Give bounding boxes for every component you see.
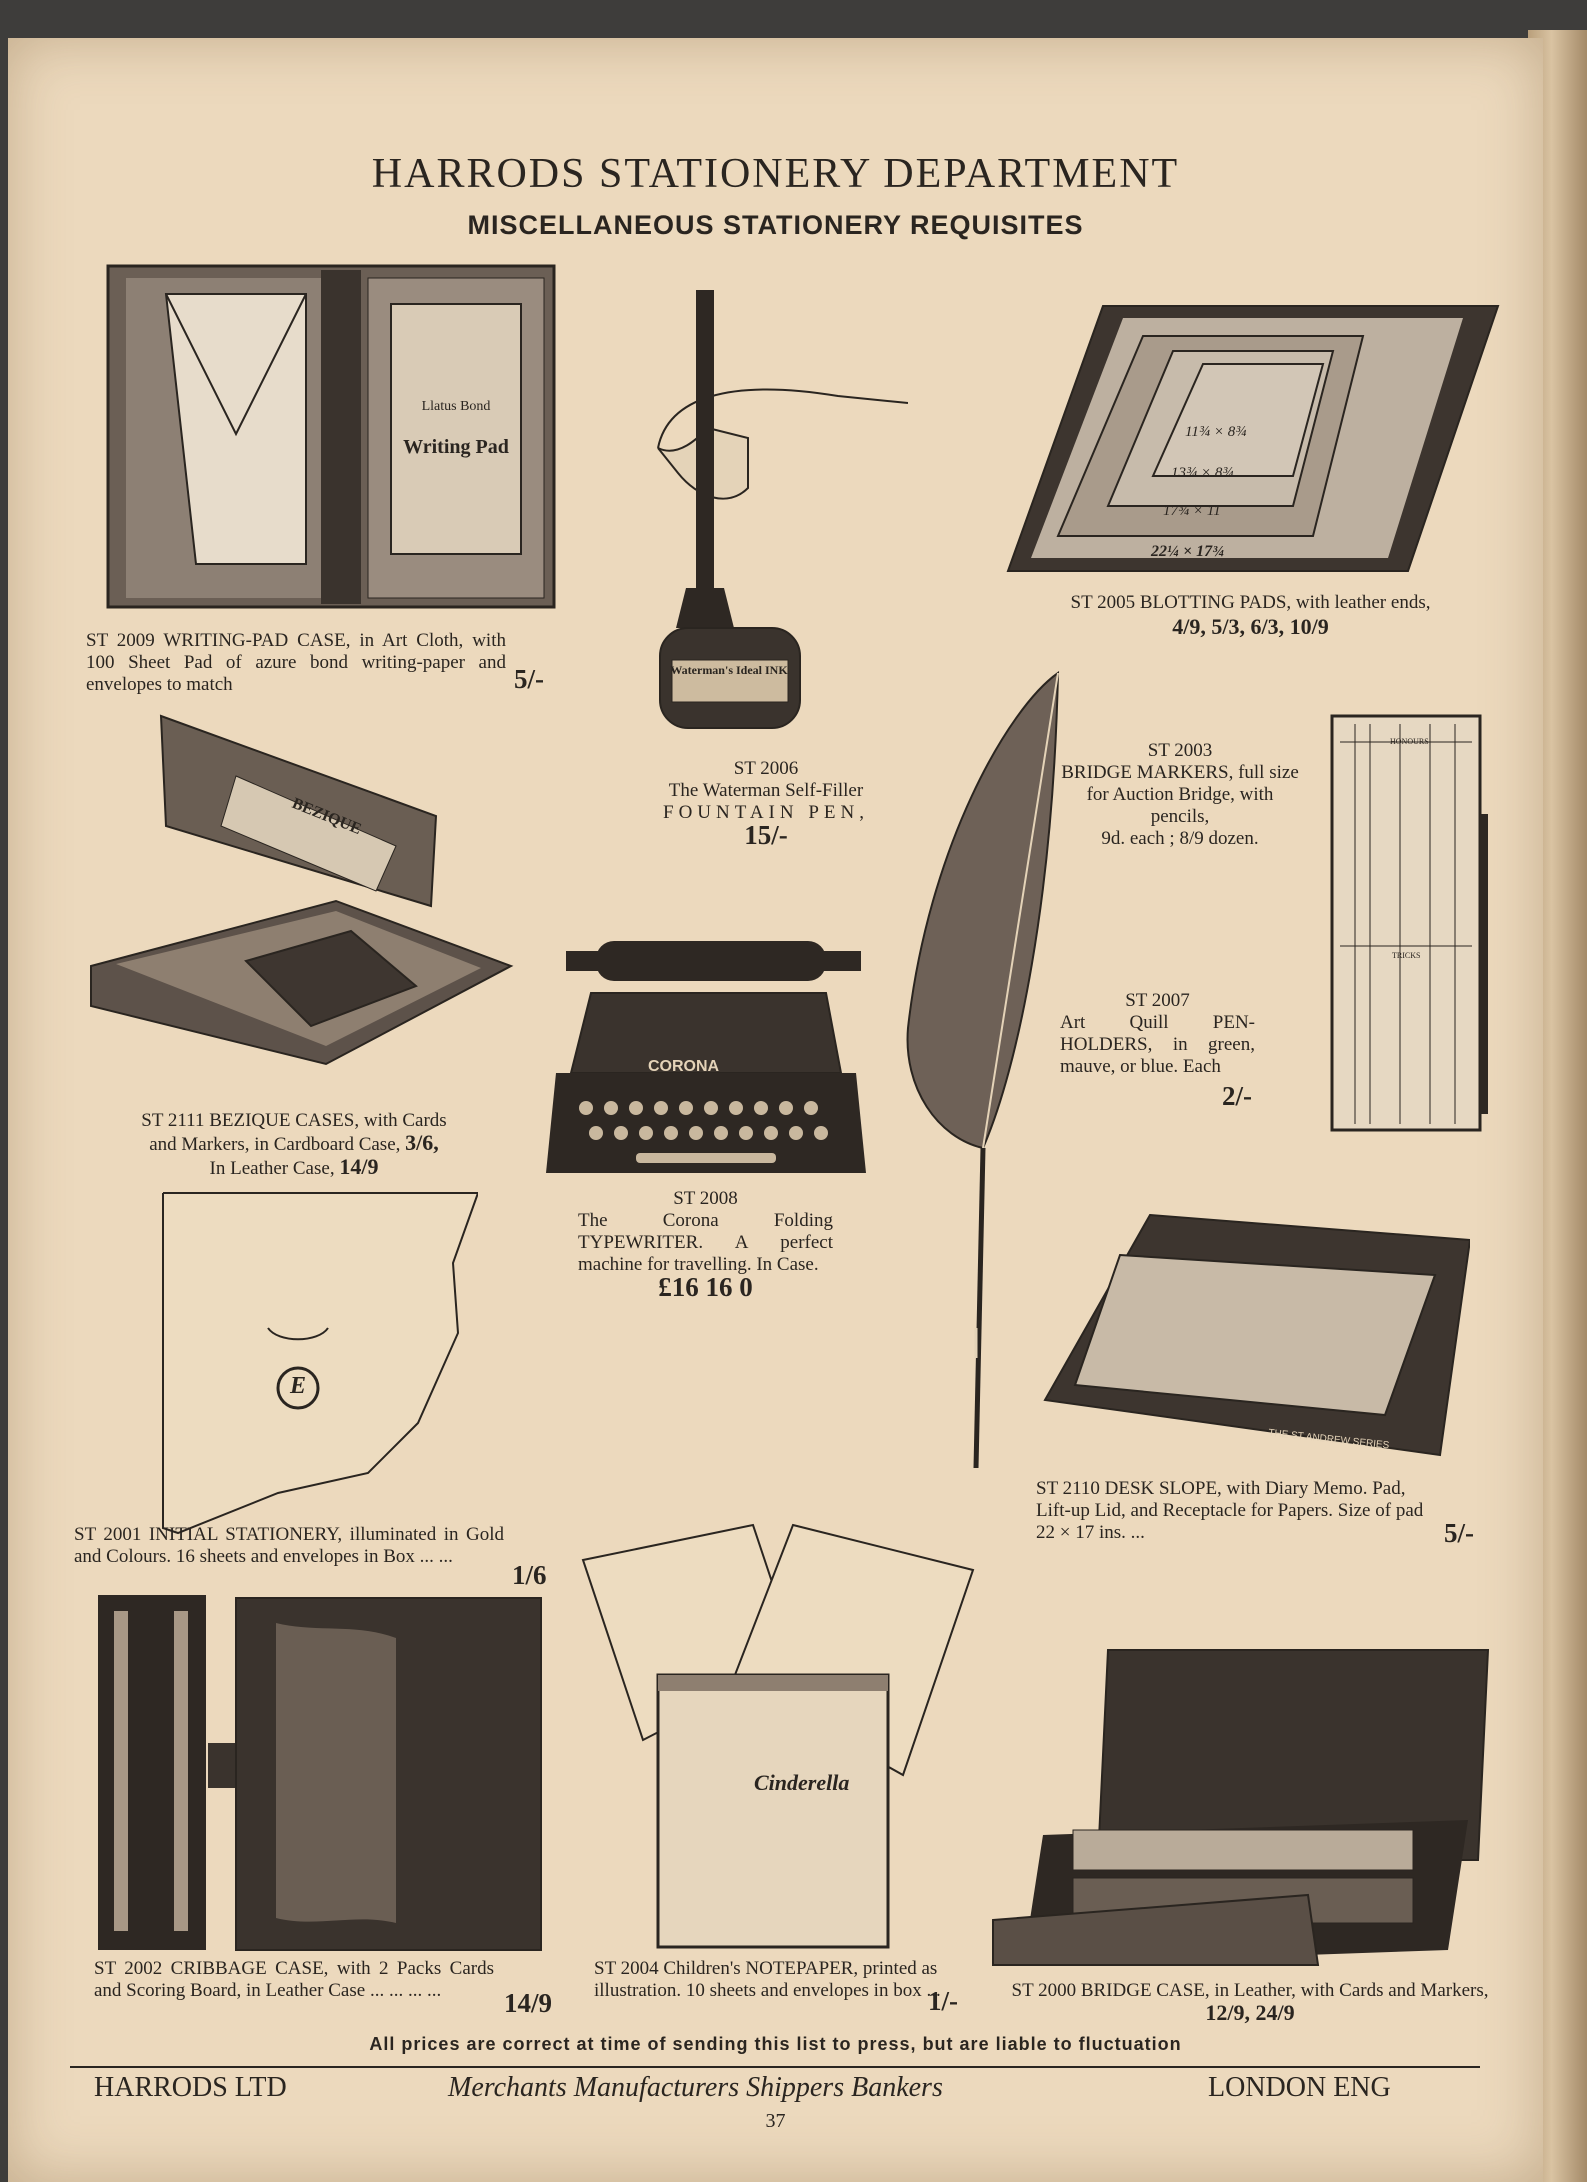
footer-right: LONDON ENG bbox=[1208, 2072, 1391, 2103]
st2006-price: 15/- bbox=[744, 820, 788, 850]
st2002-text: ST 2002 CRIBBAGE CASE, with 2 Packs Cards and Scoring Board, in Leather Case ... ... ... ... bbox=[94, 1958, 494, 2001]
st2005-prices: 4/9, 5/3, 6/3, 10/9 bbox=[1172, 614, 1329, 639]
footer-center: Merchants Manufacturers Shippers Bankers bbox=[448, 2072, 943, 2103]
blotting-size-1: 11¾ × 8¾ bbox=[1185, 424, 1247, 440]
st2005-caption bbox=[998, 592, 1503, 638]
marker-card-mid-label: TRICKS bbox=[1392, 951, 1421, 960]
typewriter-brand: CORONA bbox=[648, 1058, 720, 1075]
desk-slope-illustration bbox=[1040, 1210, 1470, 1460]
st2009-caption bbox=[86, 630, 506, 696]
st2110-caption bbox=[1036, 1478, 1436, 1544]
monogram-initial: E bbox=[289, 1373, 306, 1399]
st2001-text: INITIAL STATIONERY, illuminated in Gold and Colours. 16 sheets and envelopes in Box ... ... bbox=[74, 1524, 504, 1567]
st2002-price: 14/9 bbox=[504, 1988, 553, 2018]
st2111-price1: 3/6, bbox=[405, 1130, 439, 1155]
st2111-line1: ST 2111 BEZIQUE CASES, with Cards bbox=[141, 1110, 447, 1131]
st2007-code: ST 2007 bbox=[1125, 990, 1190, 1011]
footer-left: HARRODS LTD bbox=[94, 2072, 287, 2103]
st2006-line1: The Waterman Self-Filler bbox=[668, 780, 864, 801]
bridge-case-illustration bbox=[988, 1620, 1496, 1970]
st2007-text: Art Quill PEN-HOLDERS, in green, mauve, or blue. Each bbox=[1060, 1012, 1255, 1077]
st2003-text: BRIDGE MARKERS, full size for Auction Bridge, with pencils, bbox=[1061, 762, 1299, 827]
notepaper-box-title: Cinderella bbox=[754, 1770, 850, 1795]
pad-label-1: Llatus Bond bbox=[421, 399, 491, 414]
st2008-caption bbox=[578, 1188, 833, 1302]
blotting-size-4: 22¼ × 17¾ bbox=[1151, 543, 1225, 560]
bridge-marker-card-illustration bbox=[1330, 714, 1490, 1134]
st2008-text: The Corona Folding TYPEWRITER. A perfect machine for travelling. In Case. bbox=[578, 1210, 833, 1275]
st2001-price: 1/6 bbox=[512, 1560, 547, 1590]
st2003-price: 9d. each ; 8/9 dozen. bbox=[1101, 828, 1259, 849]
st2111-line2: and Markers, in Cardboard Case, bbox=[149, 1134, 401, 1155]
st2007-price: 2/- bbox=[1222, 1081, 1252, 1111]
st2000-caption bbox=[1010, 1980, 1490, 2026]
st2003-code: ST 2003 bbox=[1147, 740, 1213, 761]
page-title: HARRODS STATIONERY DEPARTMENT bbox=[371, 151, 1180, 197]
st2004-text: ST 2004 Children's NOTEPAPER, printed as illustration. 10 sheets and envelopes in box ... bbox=[594, 1958, 941, 2001]
pad-label-2: Writing Pad bbox=[403, 436, 509, 458]
st2005-text: ST 2005 BLOTTING PADS, with leather ends, bbox=[1070, 592, 1431, 613]
st2006-line2: FOUNTAIN PEN, bbox=[663, 802, 869, 823]
cribbage-case-illustration bbox=[96, 1593, 546, 1953]
price-notice: All prices are correct at time of sending this list to press, but are liable to fluctuation bbox=[369, 2034, 1182, 2054]
st2006-code: ST 2006 bbox=[733, 758, 799, 779]
marker-card-top-label: HONOURS bbox=[1390, 737, 1429, 746]
ink-bottle-label: Waterman's Ideal INK bbox=[670, 663, 788, 677]
bezique-case-illustration bbox=[86, 706, 514, 1068]
footer-rule bbox=[70, 2066, 1480, 2068]
catalogue-page bbox=[8, 38, 1543, 2182]
st2000-price: 12/9, 24/9 bbox=[1205, 2000, 1295, 2025]
st2001-caption bbox=[74, 1524, 504, 1568]
page-number: 37 bbox=[765, 2110, 786, 2132]
st2009-text: ST 2009 WRITING-PAD CASE, in Art Cloth, with 100 Sheet Pad of azure bond writing-paper and envelopes to match bbox=[86, 630, 506, 695]
st2007-caption bbox=[1060, 990, 1255, 1078]
st2001-code: ST 2001 bbox=[74, 1524, 142, 1545]
bezique-box-label: BEZIQUE bbox=[289, 794, 364, 839]
st2003-caption bbox=[1060, 740, 1300, 850]
st2111-price2: 14/9 bbox=[339, 1154, 379, 1179]
desk-slope-series-label: THE ST ANDREW SERIES bbox=[1267, 1427, 1390, 1452]
st2110-text: ST 2110 DESK SLOPE, with Diary Memo. Pad, Lift-up Lid, and Receptacle for Papers. Size of pad 22 × 17 ins. ... bbox=[1036, 1478, 1424, 1543]
initial-stationery-illustration bbox=[158, 1183, 478, 1538]
st2111-line3: In Leather Case, bbox=[209, 1158, 335, 1179]
st2008-price: £16 16 0 bbox=[658, 1272, 753, 1302]
st2004-price: 1/- bbox=[928, 1986, 958, 2016]
page-subtitle: MISCELLANEOUS STATIONERY REQUISITES bbox=[467, 210, 1084, 240]
st2004-caption bbox=[594, 1958, 974, 2002]
childrens-notepaper-illustration bbox=[573, 1520, 978, 1952]
st2000-text: ST 2000 BRIDGE CASE, in Leather, with Cards and Markers, bbox=[1011, 1980, 1489, 2001]
st2111-caption bbox=[84, 1110, 504, 1180]
st2002-caption bbox=[94, 1958, 494, 2002]
st2009-price: 5/- bbox=[514, 664, 544, 694]
blotting-pads-illustration bbox=[1003, 296, 1508, 581]
blotting-size-2: 13¾ × 8¾ bbox=[1171, 465, 1234, 481]
st2110-price: 5/- bbox=[1444, 1518, 1474, 1548]
blotting-size-3: 17¾ × 11 bbox=[1163, 503, 1221, 519]
st2008-code: ST 2008 bbox=[673, 1188, 738, 1209]
st2006-caption bbox=[616, 758, 916, 850]
